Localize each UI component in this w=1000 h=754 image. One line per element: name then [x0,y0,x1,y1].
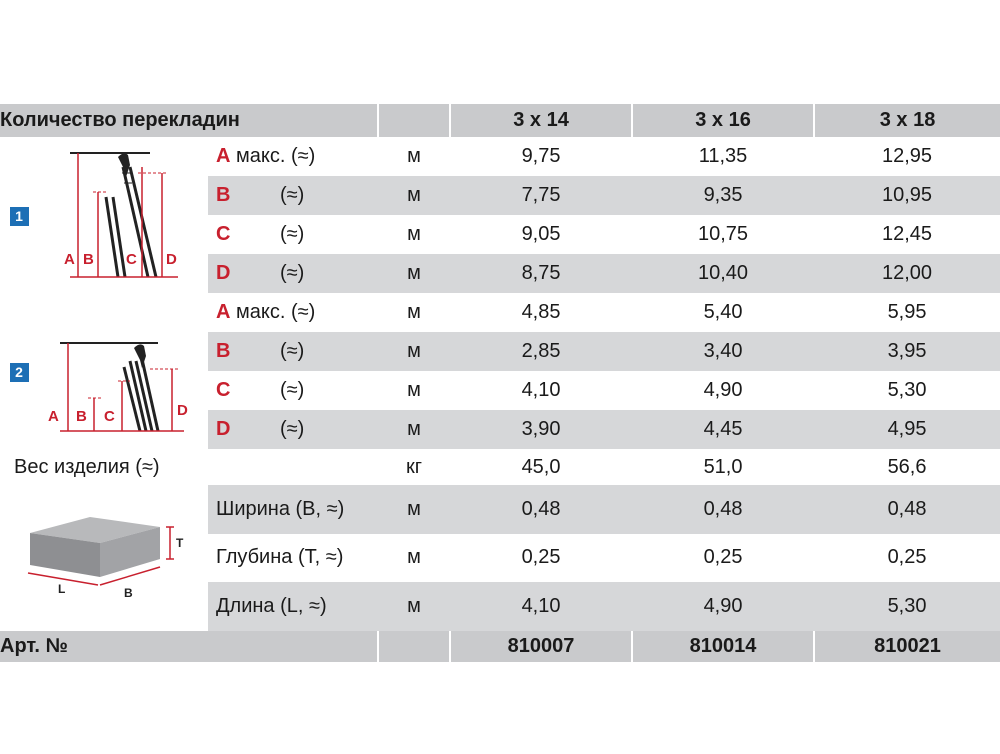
package-box-icon [0,485,208,625]
s2-diag-d: D [177,402,188,419]
article-label: Арт. № [0,631,378,662]
col-header-1: 3 x 14 [450,104,632,137]
header-row [0,104,1000,137]
s1-row-d: D (≈) м 8,75 10,40 12,00 [0,254,1000,293]
s1-d-label: D (≈) [208,254,378,293]
article-3: 810021 [814,631,1000,662]
pkg-row-width: T L B Ширина (B, ≈) м 0,48 0,48 0,48 [0,485,1000,534]
s1-a-label: A макс. (≈) [208,137,378,176]
s1-row-a: 1 A B C D A макс. (≈) м 9,75 11,35 12,95 [0,137,1000,176]
s2-row-b: B (≈) м 2,85 3,40 3,95 [0,332,1000,371]
s2-diag-c: C [104,408,115,425]
ladder-lean-icon [38,137,208,287]
col-header-2: 3 x 16 [632,104,814,137]
s1-row-b: B (≈) м 7,75 9,35 10,95 [0,176,1000,215]
package-diagram [0,485,208,631]
s2-row-c: C (≈) м 4,10 4,90 5,30 [0,371,1000,410]
s1-diag-c: C [126,251,137,268]
rungs-label: Количество перекладин [0,104,378,137]
s2-badge-cell [0,293,38,449]
badge-2: 2 [10,363,29,382]
ladder-diagram-1 [38,137,208,293]
pkg-diag-t: T [176,536,184,550]
s2-diag-a: A [48,408,59,425]
weight-row: Вес изделия (≈) кг 45,0 51,0 56,6 [0,449,1000,485]
s1-a-letter: A [216,145,231,167]
article-2: 810014 [632,631,814,662]
pkg-depth-label: Глубина (T, ≈) [208,534,378,583]
pkg-diag-l: L [58,582,66,596]
pkg-row-length: Длина (L, ≈) м 4,10 4,90 5,30 [0,582,1000,631]
pkg-row-depth: Глубина (T, ≈) м 0,25 0,25 0,25 [0,534,1000,583]
col-header-3: 3 x 18 [814,104,1000,137]
article-1: 810007 [450,631,632,662]
s2-diag-b: B [76,408,87,425]
s1-row-c: C (≈) м 9,05 10,75 12,45 [0,215,1000,254]
s1-c-label: C (≈) [208,215,378,254]
spec-table [0,104,1000,662]
ladder-stacked-icon [38,293,208,443]
pkg-diag-b: B [124,586,133,600]
s1-b-label: B (≈) [208,176,378,215]
article-row [0,631,1000,662]
s1-diag-a: A [64,251,75,268]
s2-row-a: 2 A B C D A макс. (≈) м 4,85 5,40 5,95 [0,293,1000,332]
weight-label: Вес изделия (≈) [0,449,378,485]
s1-diag-b: B [83,251,94,268]
s2-a-label: A макс. (≈) [208,293,378,332]
s1-badge-cell [0,137,38,293]
s2-row-d: D (≈) м 3,90 4,45 4,95 [0,410,1000,449]
pkg-width-label: Ширина (B, ≈) [208,485,378,534]
header-unit-blank [378,104,450,137]
badge-1: 1 [10,207,29,226]
pkg-length-label: Длина (L, ≈) [208,582,378,631]
s1-diag-d: D [166,251,177,268]
ladder-diagram-2 [38,293,208,449]
